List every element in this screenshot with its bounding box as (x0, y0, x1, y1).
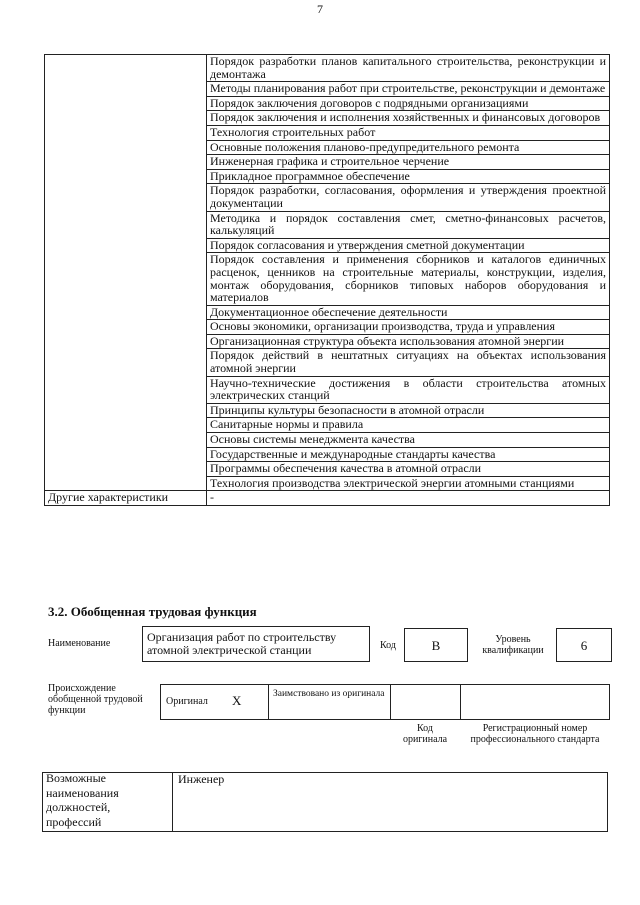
knowledge-item: Технология производства электрической энергии атомными станциями (207, 476, 610, 491)
knowledge-item: Инженерная графика и строительное черчение (207, 155, 610, 170)
origin-divider-1 (268, 684, 269, 720)
origin-divider-2 (390, 684, 391, 720)
origin-divider-3 (460, 684, 461, 720)
origin-label: Происхождение обобщенной трудовой функции (48, 683, 143, 716)
reg-caption: Регистрационный номер профессионального стандарта (470, 723, 600, 745)
knowledge-item: Научно-технические достижения в области строительства атомных электрических станций (207, 376, 610, 403)
other-characteristics-value: - (207, 491, 610, 506)
original-mark: X (232, 693, 242, 708)
knowledge-item: Основы системы менеджмента качества (207, 433, 610, 448)
code-caption: Код оригинала (402, 723, 448, 745)
knowledge-item: Принципы культуры безопасности в атомной отрасли (207, 403, 610, 418)
knowledge-item: Порядок разработки планов капитального строительства, реконструкции и демонтажа (207, 55, 610, 82)
table-row (45, 55, 610, 82)
knowledge-item: Государственные и международные стандарты качества (207, 447, 610, 462)
borrowed-label: Заимствовано из оригинала (273, 689, 385, 699)
code-value: В (431, 638, 441, 653)
name-box (142, 626, 370, 662)
knowledge-item: Организационная структура объекта использования атомной энергии (207, 334, 610, 349)
original-label: Оригинал (166, 696, 208, 707)
level-label: Уровень квалификации (482, 634, 544, 656)
knowledge-item: Технология строительных работ (207, 125, 610, 140)
knowledge-item: Порядок действий в нештатных ситуациях на объектах использования атомной энергии (207, 349, 610, 376)
page-number: 7 (317, 2, 323, 16)
level-value: 6 (580, 638, 588, 653)
knowledge-item: Санитарные нормы и правила (207, 418, 610, 433)
knowledge-item: Порядок разработки, согласования, оформления и утверждения проектной документации (207, 184, 610, 211)
knowledge-item: Порядок заключения и исполнения хозяйственных и финансовых договоров (207, 111, 610, 126)
name-label: Наименование (48, 638, 111, 649)
code-label: Код (380, 640, 396, 651)
knowledge-item: Прикладное программное обеспечение (207, 169, 610, 184)
section-title: 3.2. Обобщенная трудовая функция (48, 604, 257, 619)
positions-value: Инженер (178, 772, 225, 786)
knowledge-item: Методика и порядок составления смет, сметно-финансовых расчетов, калькуляций (207, 211, 610, 238)
knowledge-item: Методы планирования работ при строительстве, реконструкции и демонтаже (207, 82, 610, 97)
knowledge-item: Программы обеспечения качества в атомной отрасли (207, 462, 610, 477)
knowledge-item: Порядок согласования и утверждения сметной документации (207, 238, 610, 253)
knowledge-item: Основные положения планово-предупредительного ремонта (207, 140, 610, 155)
knowledge-item: Порядок составления и применения сборников и каталогов единичных расценок, ценников на строительные материалы, конструкции, изделия, монтаж оборудования, сборников типовых наборов оборудования и материалов (207, 253, 610, 305)
other-characteristics-label: Другие характеристики (45, 491, 207, 506)
other-characteristics-row (45, 491, 610, 506)
positions-divider (172, 772, 173, 832)
knowledge-table (44, 54, 610, 506)
empty-left-cell (45, 55, 207, 491)
knowledge-item: Документационное обеспечение деятельности (207, 305, 610, 320)
knowledge-item: Основы экономики, организации производства, труда и управления (207, 320, 610, 335)
positions-label: Возможные наименования должностей, профессий (46, 771, 119, 829)
origin-box (160, 684, 610, 720)
name-value: Организация работ по строительству атомной электрической станции (147, 630, 337, 657)
level-box (556, 628, 612, 662)
code-box (404, 628, 468, 662)
knowledge-item: Порядок заключения договоров с подрядными организациями (207, 96, 610, 111)
knowledge-table-body (45, 55, 610, 506)
